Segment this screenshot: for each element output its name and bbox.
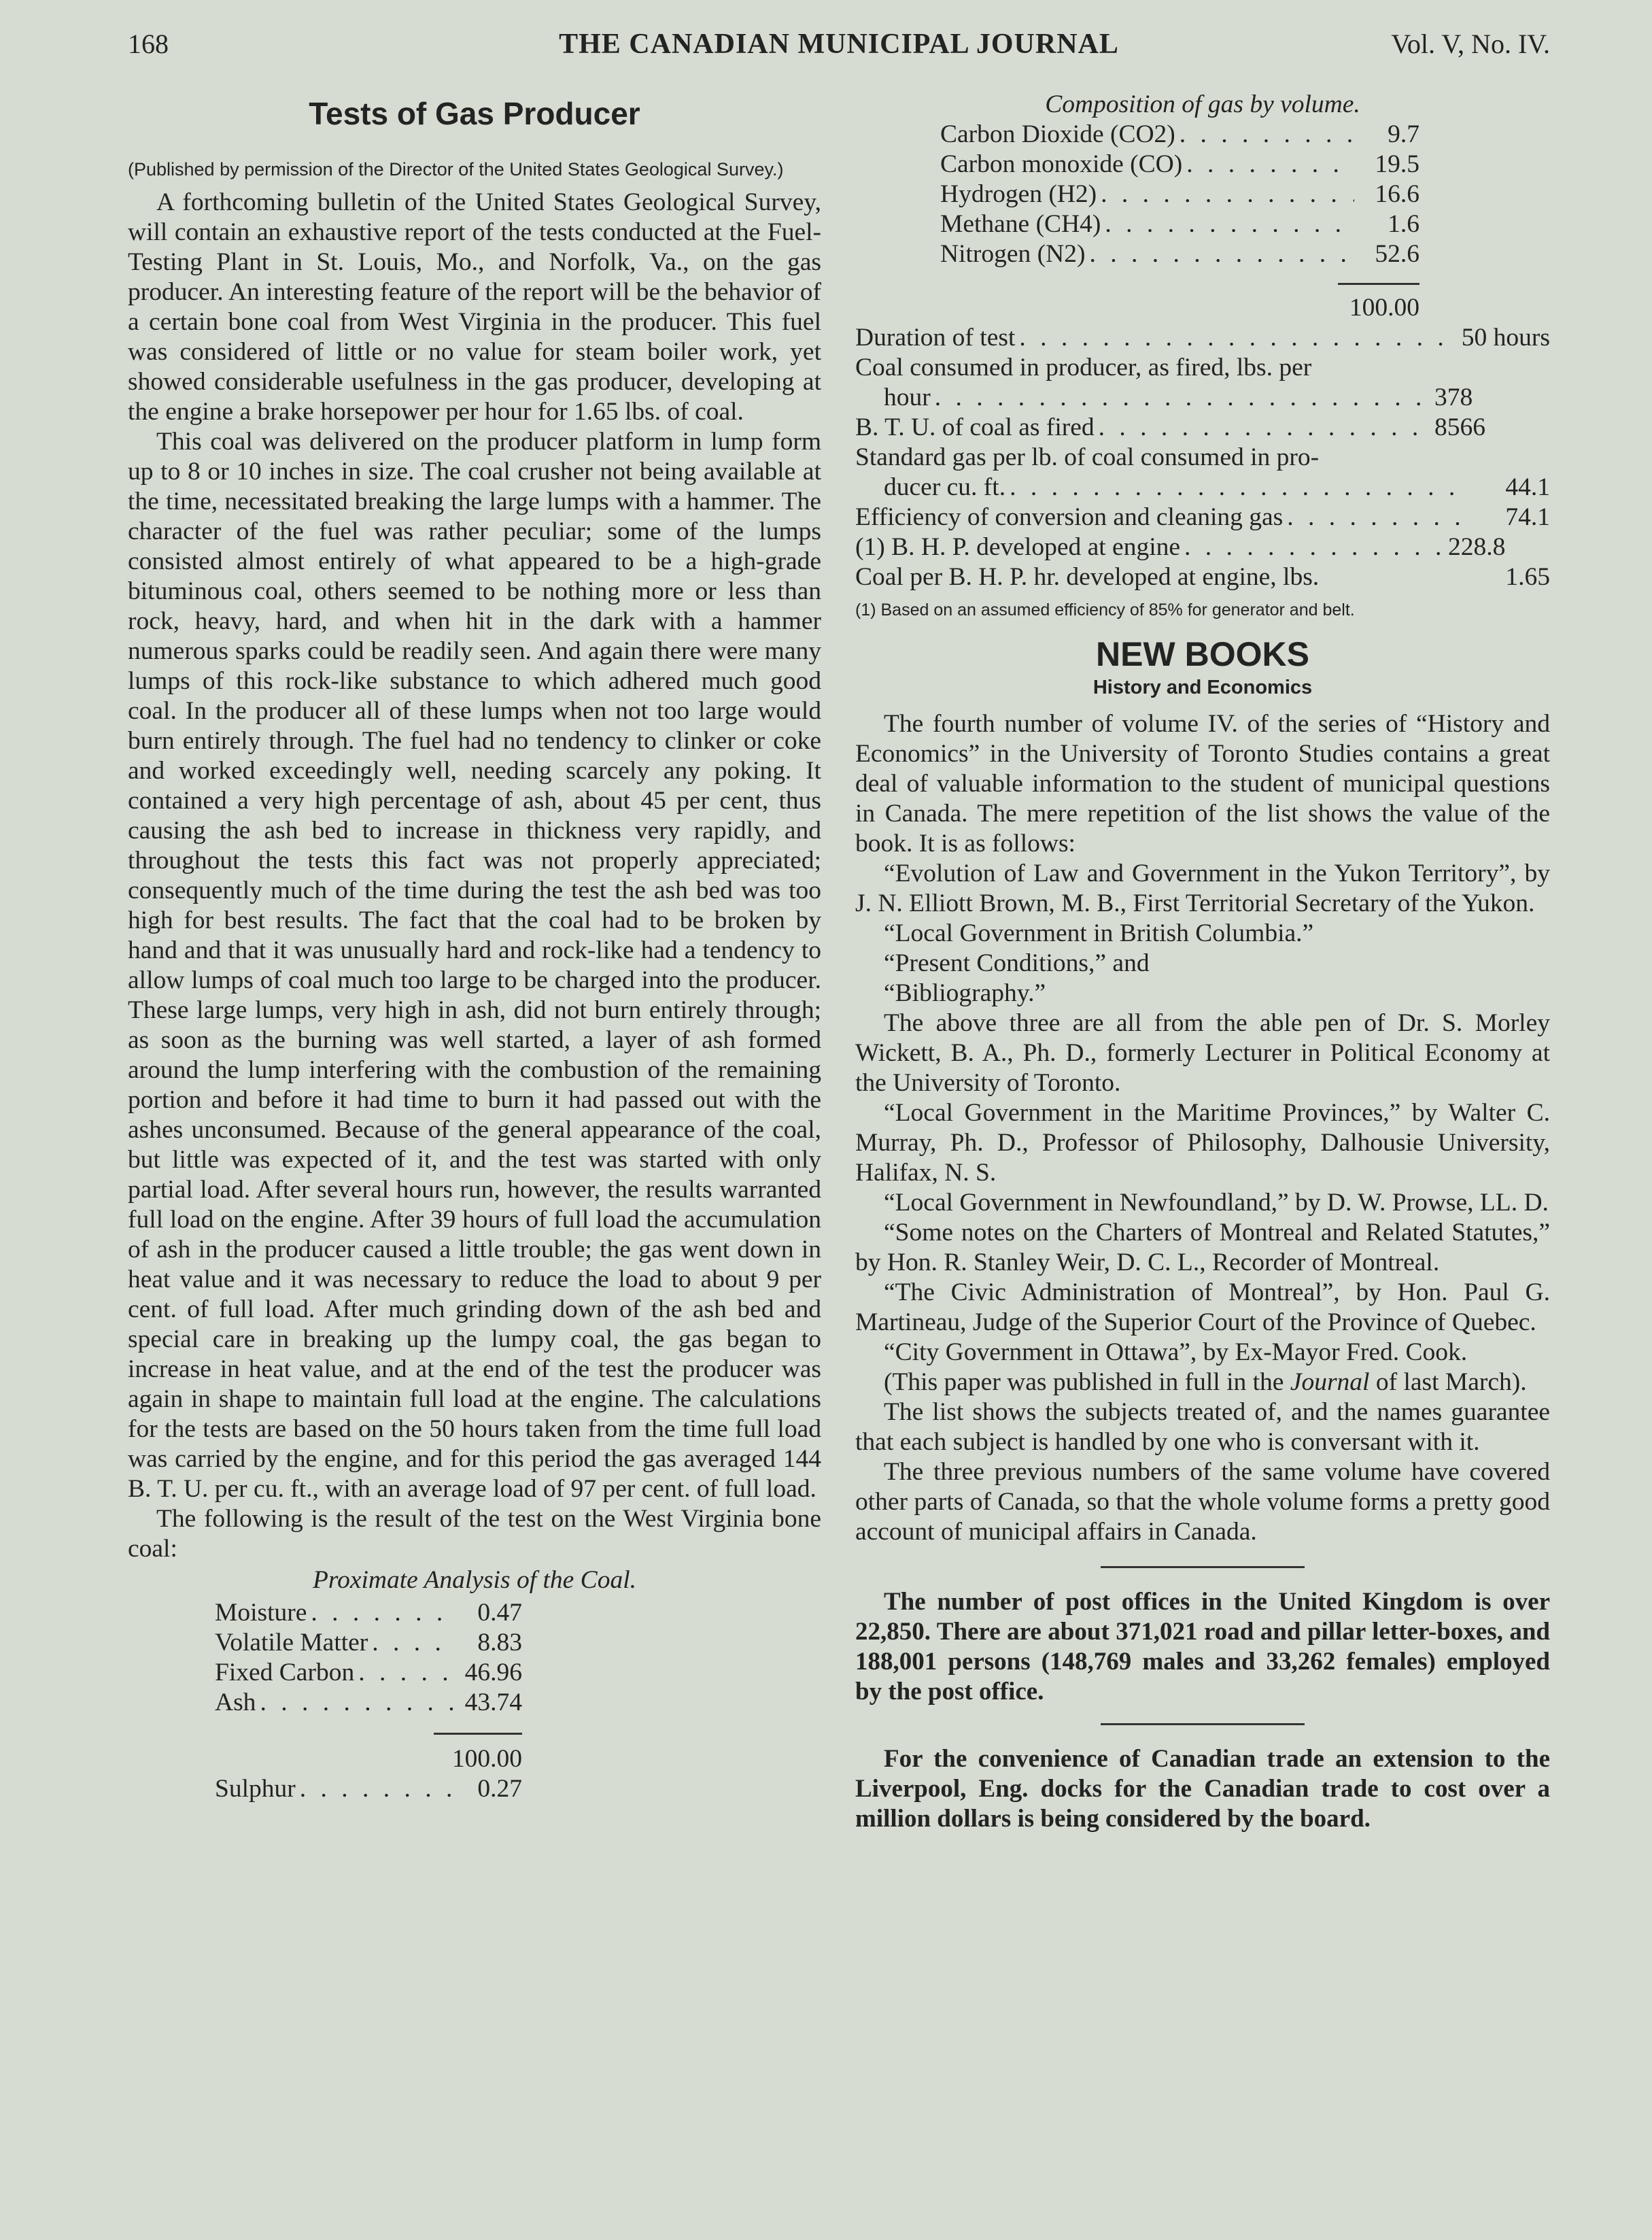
right-column [855, 90, 1550, 1834]
row-value: 43.74 [464, 1689, 522, 1716]
stat-row [855, 503, 1550, 532]
liverpool-item: For the convenience of Canadian trade an extension to the Liverpool, Eng. docks for the Canadian trade to cost over a million dollars is being considered by the board. [855, 1745, 1550, 1833]
table-row [940, 120, 1419, 150]
stat-row [855, 562, 1550, 592]
stat-label-line: Standard gas per lb. of coal consumed in pro- [855, 443, 1320, 471]
leader-dots [1089, 239, 1354, 269]
leader-dots [1019, 323, 1457, 353]
sum-rule [1338, 283, 1419, 285]
leader-dots [1101, 180, 1354, 209]
book-paragraph: The three previous numbers of the same volume have covered other parts of Canada, so that the whole volume forms a pretty good account of municipal affairs in Canada. [855, 1458, 1550, 1546]
stat-row [855, 532, 1550, 562]
row-label: Ash [215, 1689, 256, 1716]
table-row [940, 209, 1419, 239]
row-label: Moisture [215, 1599, 307, 1627]
stat-label: Efficiency of conversion and cleaning gas [855, 503, 1284, 531]
row-label: Sulphur [215, 1775, 296, 1803]
table-row [215, 1774, 522, 1804]
new-books-subheading: History and Economics [1092, 677, 1313, 698]
stat-label-line: Coal consumed in producer, as fired, lbs. per [855, 354, 1312, 381]
table-row [940, 239, 1419, 269]
stat-value: 44.1 [1505, 473, 1550, 501]
sum-rule [434, 1733, 522, 1735]
book-paragraph: “Evolution of Law and Government in the Yukon Territory”, by J. N. Elliott Brown, M. B., First Territorial Secretary of the Yukon. [855, 860, 1550, 917]
row-value: 9.7 [1388, 120, 1419, 148]
stat-row [855, 323, 1550, 353]
row-label: Volatile Matter [215, 1629, 368, 1657]
leader-dots [1184, 532, 1444, 562]
footnote: (1) Based on an assumed efficiency of 85% for generator and belt. [855, 600, 1355, 620]
leader-dots [311, 1598, 457, 1628]
article-paragraph: A forthcoming bulletin of the United States Geological Survey, will contain an exhaustive report of the tests conducted at the Fuel-Testing Plant in St. Louis, Mo., and Norfolk, Va., on the gas producer. An interesting feature of the report will be the behavior of a certain bone coal from West Virginia in the producer. This fuel was considered of little or no value for steam boiler work, yet showed considerable usefulness in the gas producer, developing at the engine a brake horsepower per hour for 1.65 lbs. of coal. [128, 188, 821, 426]
table-row [215, 1598, 522, 1628]
journal-title: THE CANADIAN MUNICIPAL JOURNAL [559, 29, 1119, 60]
page-header [128, 20, 1550, 68]
row-value: 8.83 [477, 1629, 522, 1657]
row-value: 0.27 [477, 1775, 522, 1803]
stat-label: ducer cu. ft. [884, 473, 1006, 501]
leader-dots [1010, 473, 1471, 503]
leader-dots [300, 1774, 457, 1804]
row-label: Carbon monoxide (CO) [940, 150, 1183, 178]
new-books-heading: NEW BOOKS [1096, 635, 1309, 673]
book-paragraph: “Local Government in the Maritime Provinces,” by Walter C. Murray, Ph. D., Professor of Philosophy, Dalhousie University, Halifax, N. S. [855, 1099, 1550, 1187]
stat-row [855, 413, 1550, 443]
table-row [215, 1628, 522, 1658]
leader-dots [260, 1688, 457, 1718]
journal-note-text: (This paper was published in full in the [884, 1368, 1290, 1396]
book-paragraph: The list shows the subjects treated of, and the names guarantee that each subject is handled by one who is conversant with it. [855, 1398, 1550, 1456]
article-byline: (Published by permission of the Director of the United States Geological Survey.) [128, 159, 784, 180]
table-row [215, 1688, 522, 1718]
composition-total: 100.00 [1349, 294, 1419, 322]
stat-value: 74.1 [1505, 503, 1550, 531]
stat-value: 228.8 [1448, 533, 1506, 561]
book-paragraph [855, 1368, 1550, 1397]
article-title: Tests of Gas Producer [309, 96, 640, 131]
book-paragraph: “Local Government in Newfoundland,” by D. W. Prowse, LL. D. [884, 1189, 1549, 1217]
row-label: Hydrogen (H2) [940, 180, 1097, 208]
proximate-heading: Proximate Analysis of the Coal. [312, 1566, 636, 1594]
book-paragraph: The fourth number of volume IV. of the series of “History and Economics” in the University of Toronto Studies contains a great deal of valuable information to the student of municipal questions in Canada. The mere repetition of the list shows the value of the book. It is as follows: [855, 710, 1550, 858]
row-value: 16.6 [1375, 180, 1419, 208]
journal-note-italic: Journal [1290, 1368, 1370, 1396]
proximate-total: 100.00 [451, 1745, 522, 1773]
stat-value: 50 hours [1461, 324, 1550, 352]
row-value: 19.5 [1375, 150, 1419, 178]
table-row [940, 180, 1419, 209]
stat-value: 1.65 [1505, 563, 1550, 591]
leader-dots [372, 1628, 457, 1658]
leader-dots [1186, 150, 1354, 180]
volume-number: Vol. V, No. IV. [1391, 29, 1550, 59]
leader-dots [935, 383, 1430, 413]
article-paragraph: The following is the result of the test on the West Virginia bone coal: [128, 1505, 821, 1563]
row-label: Carbon Dioxide (CO2) [940, 120, 1175, 148]
stat-label: Coal per B. H. P. hr. developed at engine, lbs. [855, 563, 1320, 591]
row-value: 1.6 [1388, 210, 1419, 238]
table-row [940, 150, 1419, 180]
left-column [128, 90, 821, 1804]
stat-value: 378 [1434, 384, 1473, 411]
book-paragraph: “Local Government in British Columbia.” [884, 919, 1314, 947]
stat-label: (1) B. H. P. developed at engine [855, 533, 1181, 561]
book-paragraph: “Present Conditions,” and [884, 949, 1150, 977]
row-label: Methane (CH4) [940, 210, 1101, 238]
composition-heading: Composition of gas by volume. [1045, 90, 1360, 118]
article-paragraph: This coal was delivered on the producer platform in lump form up to 8 or 10 inches in size. The coal crusher not being available at the time, necessitated breaking the large lumps with a hammer. The character of the fuel was rather peculiar; some of the lumps consisted almost entirely of what appeared to be a high-grade bituminous coal, others seemed to be nothing more or less than rock, heavy, hard, and when hit in the dark with a hammer numerous sparks could be readily seen. And again there were many lumps of this rock-like substance to which adhered much good coal. In the producer all of these lumps when not too large would burn entirely through. The fuel had no tendency to clinker or coke and worked exceedingly well, needing scarcely any poking. It contained a very high percentage of ash, about 45 per cent, thus causing the ash bed to increase in thickness very rapidly, and throughout the tests this fact was not properly appreciated; consequently much of the time during the test the ash bed was too high for best results. The fact that the coal had to be broken by hand and that it was unusually hard and rock-like had a tendency to allow lumps of coal much too large to be charged into the producer. These large lumps, very high in ash, did not burn entirely through; as soon as the burning was well started, a layer of ash formed around the lump interfering with the combustion of the remaining portion and before it had time to burn it had passed out with the ashes unconsumed. Because of the general appearance of the coal, but little was expected of it, and the test was started with only partial load. After several hours run, however, the results warranted full load on the engine. After 39 hours of full load the accumulation of ash in the producer caused a little trouble; the gas went down in heat value and it was necessary to reduce the load to about 9 per cent. of full load. After much grinding down of the ash bed and special care in breaking up the lumpy coal, the gas began to increase in heat value, and at the end of the test the producer was again in shape to maintain full load at the engine. The calculations for the tests are based on the 50 hours taken from the time full load was carried by the engine, and for this period the gas averaged 144 B. T. U. per cu. ft., with an average load of 97 per cent. of full load. [128, 428, 821, 1503]
proximate-table [215, 1598, 522, 1804]
row-label: Fixed Carbon [215, 1659, 355, 1686]
row-value: 52.6 [1375, 240, 1419, 268]
book-paragraph: The above three are all from the able pen of Dr. S. Morley Wickett, B. A., Ph. D., formerly Lecturer in Political Economy at the University of Toronto. [855, 1009, 1550, 1097]
table-row [215, 1658, 522, 1688]
row-value: 0.47 [477, 1599, 522, 1627]
composition-table [940, 120, 1419, 323]
row-value: 46.96 [464, 1659, 522, 1686]
book-paragraph: “The Civic Administration of Montreal”, by Hon. Paul G. Martineau, Judge of the Superior Court of the Province of Quebec. [855, 1278, 1550, 1336]
book-paragraph: “City Government in Ottawa”, by Ex-Mayor Fred. Cook. [884, 1338, 1468, 1366]
post-office-item: The number of post offices in the United Kingdom is over 22,850. There are about 371,021 road and pillar letter-boxes, and 188,001 persons (148,769 males and 33,262 females) employed by the post office. [855, 1588, 1550, 1706]
stat-label: Duration of test [855, 324, 1016, 352]
row-label: Nitrogen (N2) [940, 240, 1086, 268]
leader-dots [1105, 209, 1354, 239]
book-paragraph: “Some notes on the Charters of Montreal and Related Statutes,” by Hon. R. Stanley Weir, D. C. L., Recorder of Montreal. [855, 1219, 1550, 1276]
section-divider [1101, 1566, 1305, 1568]
stat-label: B. T. U. of coal as fired [855, 413, 1095, 441]
stat-label: hour [884, 384, 931, 411]
journal-note-text: of last March). [1369, 1368, 1527, 1396]
leader-dots [358, 1658, 457, 1688]
leader-dots [1287, 503, 1471, 532]
stat-value: 8566 [1434, 413, 1485, 441]
stat-row [855, 383, 1550, 413]
page-number: 168 [128, 29, 169, 59]
book-paragraph: “Bibliography.” [884, 979, 1046, 1007]
leader-dots [1099, 413, 1430, 443]
stat-row [855, 473, 1550, 503]
leader-dots [1180, 120, 1354, 150]
section-divider [1101, 1723, 1305, 1725]
